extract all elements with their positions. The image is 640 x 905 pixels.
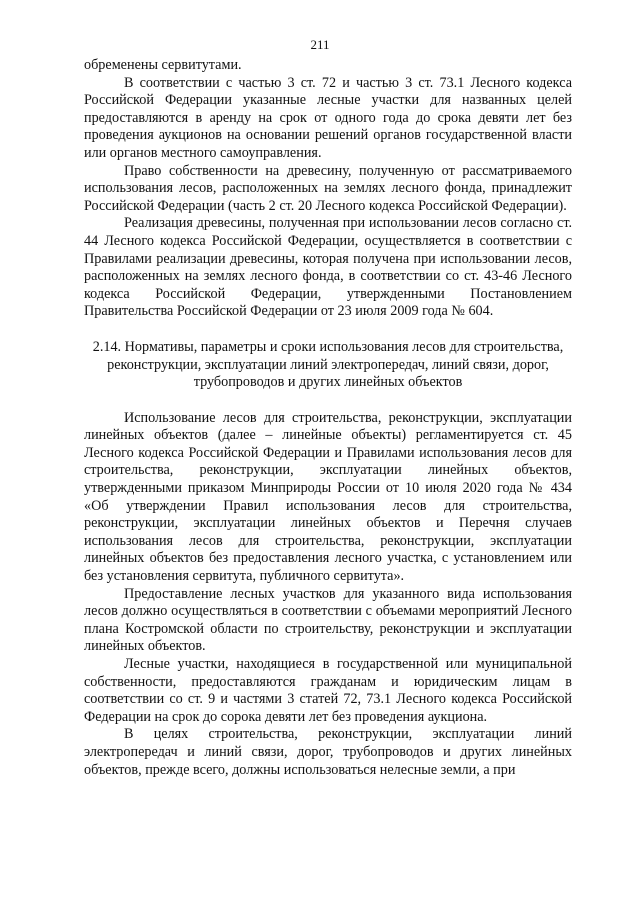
paragraph: В целях строительства, реконструкции, эксплуатации линий электропередач и линий связи, дорог, трубопроводов и других линейных объектов, прежде всего, должны использоваться нелесные земли, а при	[84, 726, 572, 778]
paragraph: обременены сервитутами.	[84, 57, 242, 73]
paragraph: Право собственности на древесину, полученную от рассматриваемого использования лесов, расположенных на землях лесного фонда, принадлежит Российской Федерации (часть 2 ст. 20 Лесного кодекса Российской Федерации).	[84, 162, 572, 214]
section-heading: 2.14. Нормативы, параметры и сроки использования лесов для строительства, реконструкции, эксплуатации линий электропередач, линий связи, дорог, трубопроводов и других линейных объектов	[92, 338, 564, 391]
paragraph: Использование лесов для строительства, реконструкции, эксплуатации линейных объектов (далее – линейные объекты) регламентируется ст. 45 Лесного кодекса Российской Федерации и Правилами использования лесов для строительства, реконструкции, эксплуатации линейных объектов, утвержденными приказом Минприроды России от 10 июля 2020 года № 434 «Об утверждении Правил использования лесов для строительства, реконструкции, эксплуатации линейных объектов и Перечня случаев использования лесов для строительства, реконструкции, эксплуатации линейных объектов без предоставления лесного участка, с установлением или без установления сервитута, публичного сервитута».	[84, 409, 572, 585]
paragraph: Реализация древесины, полученная при использовании лесов согласно ст. 44 Лесного кодекса Российской Федерации, осуществляется в соответствии с Правилами реализации древесины, которая получена при использовании лесов, расположенных на землях лесного фонда, в соответствии со ст. 43-46 Лесного кодекса Российской Федерации, утвержденными Постановлением Правительства Российской Федерации от 23 июля 2009 года № 604.	[84, 215, 572, 320]
paragraphs-after-heading	[84, 410, 572, 779]
paragraph: В соответствии с частью 3 ст. 72 и частью 3 ст. 73.1 Лесного кодекса Российской Федерации указанные лесные участки для названных целей предоставляются в аренду на срок от одного года до срока девяти лет без проведения аукционов на основании решений органов государственной власти или органов местного самоуправления.	[84, 74, 572, 161]
document-body	[84, 57, 572, 779]
page-number: 211	[310, 37, 330, 52]
paragraph: Предоставление лесных участков для указанного вида использования лесов должно осуществляться в соответствии с объемами мероприятий Лесного плана Костромской области по строительству, реконструкции и эксплуатации линейных объектов.	[84, 585, 572, 655]
paragraph: Лесные участки, находящиеся в государственной или муниципальной собственности, предоставляются гражданам и юридическим лицам в соответствии со ст. 9 и частями 3 статей 72, 73.1 Лесного кодекса Российской Федерации на срок до сорока девяти лет без проведения аукциона.	[84, 656, 572, 725]
paragraphs-before-heading	[84, 57, 572, 321]
